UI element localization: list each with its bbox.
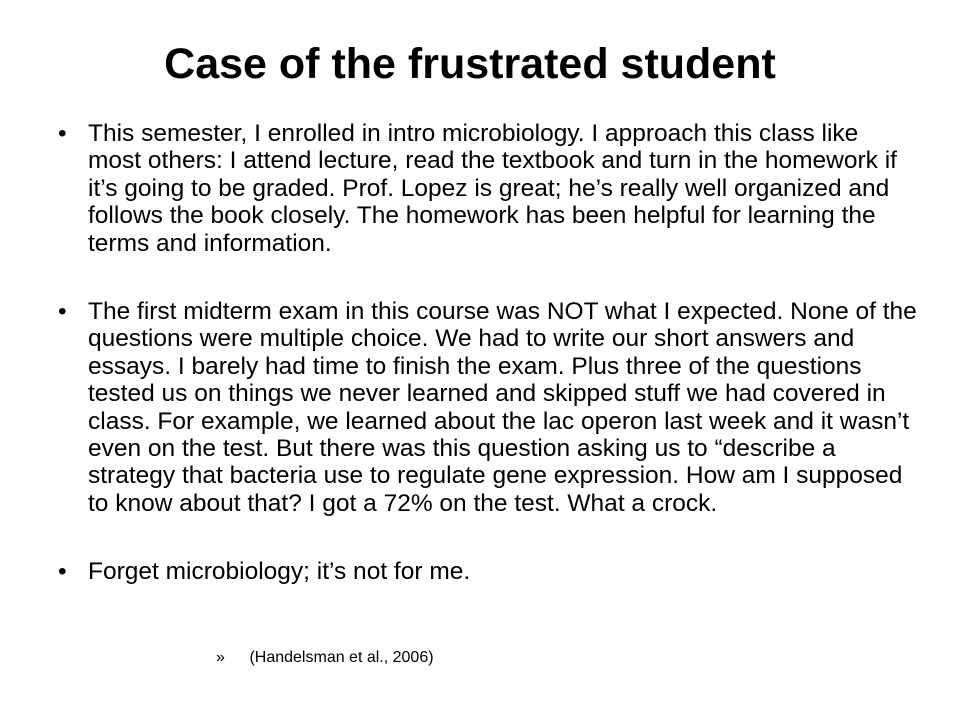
citation-text: (Handelsman et al., 2006) [249, 649, 434, 666]
bullet-text: The first midterm exam in this course was NOT what I expected. None of the questions were multiple choice. We had to write our short answers and essays. I barely had time to finish the exam. Plus three of the questions tested us on things we never learned and skipped stuff we had covered in class. For example, we learned about the lac operon last week and it wasn’t even on the test. But there was this question asking us to “describe a strategy that bacteria use to regulate gene expression. How am I supposed to know about that? I got a 72% on the test. What a crock. [88, 298, 917, 517]
bullet-icon: • [58, 298, 67, 326]
bullet-icon: • [58, 558, 67, 586]
bullet-text: Forget microbiology; it’s not for me. [88, 558, 471, 586]
bullet-item [48, 120, 918, 257]
bullet-list [48, 120, 918, 586]
bullet-text: This semester, I enrolled in intro microbiology. I approach this class like most others: I attend lecture, read the textbook and turn in the homework if it’s going to be graded. Prof. Lopez is great; he’s really well organized and follows the book closely. The homework has been helpful for learning the terms and information. [88, 120, 897, 257]
citation [216, 648, 434, 668]
sub-bullet-icon: » [216, 649, 225, 666]
bullet-item [48, 298, 918, 517]
slide-title: Case of the frustrated student [164, 40, 776, 88]
bullet-icon: • [58, 120, 67, 147]
bullet-item [48, 558, 918, 585]
